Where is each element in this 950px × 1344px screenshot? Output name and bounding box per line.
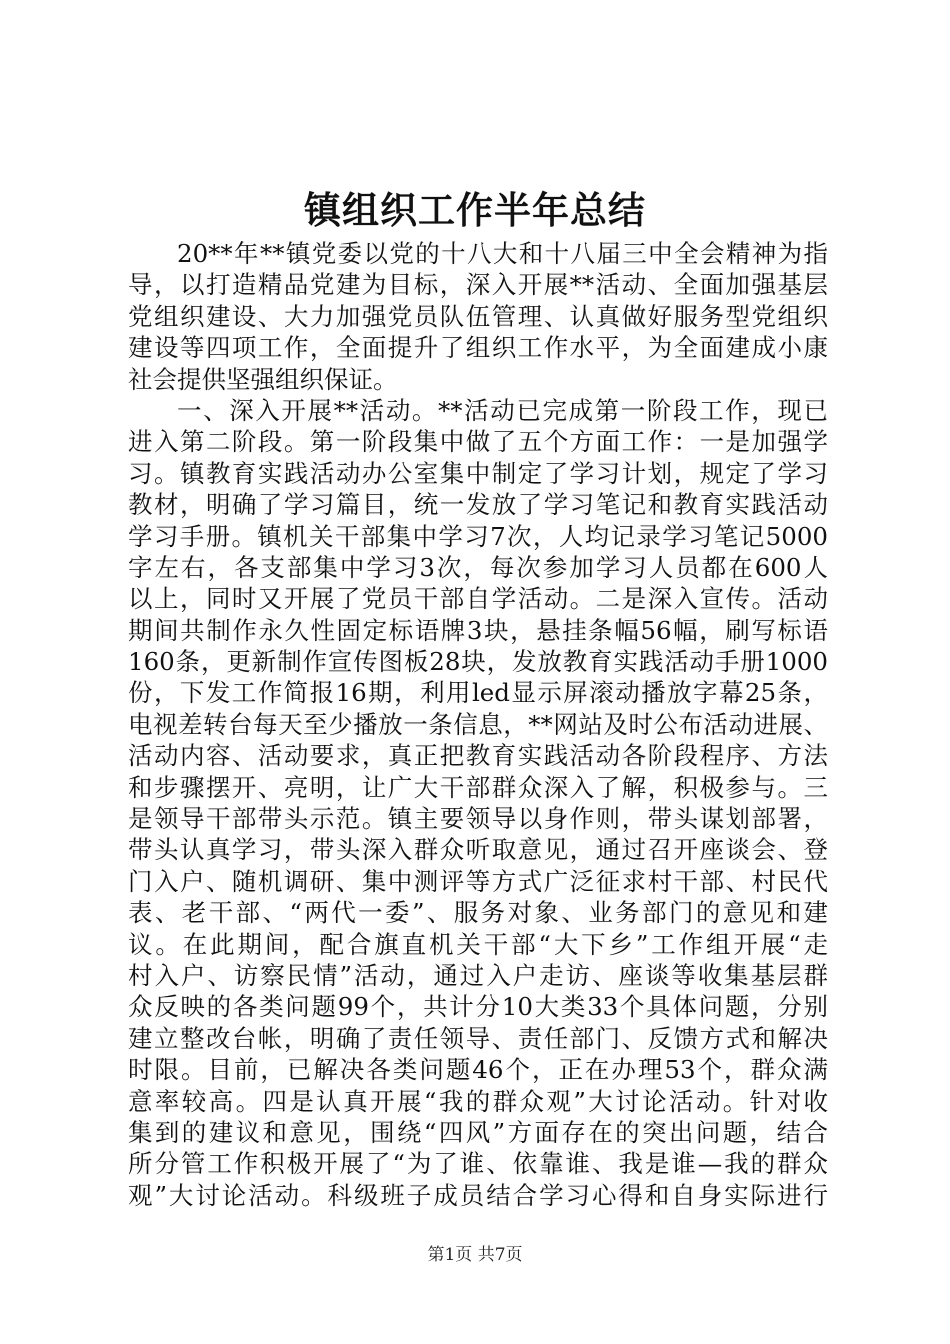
document-title: 镇组织工作半年总结 [304, 188, 646, 232]
paragraph-line: 导，以打造精品党建为目标，深入开展**活动、全面加强基层 [128, 270, 828, 300]
paragraph-line: 意率较高。四是认真开展“我的群众观”大讨论活动。针对收 [128, 1086, 828, 1116]
paragraph-line: 时限。目前，已解决各类问题46个，正在办理53个，群众满 [128, 1055, 828, 1085]
paragraph-line: 党组织建设、大力加强党员队伍管理、认真做好服务型党组织 [128, 301, 828, 331]
paragraph-line: 160条，更新制作宣传图板28块，发放教育实践活动手册1000 [128, 647, 828, 677]
paragraph-line: 门入户、随机调研、集中测评等方式广泛征求村干部、村民代 [128, 866, 828, 896]
paragraph-line: 表、老干部、“两代一委”、服务对象、业务部门的意见和建 [128, 898, 828, 928]
paragraph-line: 所分管工作积极开展了“为了谁、依靠谁、我是谁—我的群众 [128, 1149, 828, 1179]
paragraph-line: 字左右，各支部集中学习3次，每次参加学习人员都在600人 [128, 552, 828, 582]
paragraph-line: 进入第二阶段。第一阶段集中做了五个方面工作：一是加强学 [128, 427, 828, 457]
paragraph-line: 习。镇教育实践活动办公室集中制定了学习计划，规定了学习 [128, 458, 828, 488]
paragraph-line: 众反映的各类问题99个，共计分10大类33个具体问题，分别 [128, 992, 828, 1022]
paragraph-line: 期间共制作永久性固定标语牌3块，悬挂条幅56幅，刷写标语 [128, 615, 828, 645]
paragraph-line: 社会提供坚强组织保证。 [128, 364, 398, 394]
page-footer [0, 1243, 950, 1267]
paragraph-line: 和步骤摆开、亮明，让广大干部群众深入了解，积极参与。三 [128, 772, 828, 802]
paragraph-line: 是领导干部带头示范。镇主要领导以身作则，带头谋划部署， [128, 804, 828, 834]
paragraph-line: 村入户、访察民情”活动，通过入户走访、座谈等收集基层群 [128, 960, 828, 990]
paragraph-line: 一、深入开展**活动。**活动已完成第一阶段工作，现已 [177, 395, 828, 425]
page-indicator: 第1页 共7页 [427, 1245, 523, 1265]
paragraph-line: 学习手册。镇机关干部集中学习7次，人均记录学习笔记5000 [128, 521, 828, 551]
paragraph-line: 议。在此期间，配合旗直机关干部“大下乡”工作组开展“走 [128, 929, 828, 959]
paragraph-line: 观”大讨论活动。科级班子成员结合学习心得和自身实际进行 [128, 1180, 828, 1210]
paragraph-line: 建设等四项工作，全面提升了组织工作水平，为全面建成小康 [128, 333, 828, 363]
paragraph-line: 20**年**镇党委以党的十八大和十八届三中全会精神为指 [177, 239, 828, 268]
paragraph-line: 活动内容、活动要求，真正把教育实践活动各阶段程序、方法 [128, 741, 828, 771]
paragraph-line: 份，下发工作简报16期，利用led显示屏滚动播放字幕25条， [128, 678, 828, 708]
paragraph-line: 教材，明确了学习篇目，统一发放了学习笔记和教育实践活动 [128, 490, 828, 520]
paragraph-line: 集到的建议和意见，围绕“四风”方面存在的突出问题，结合 [128, 1117, 828, 1147]
paragraph-line: 带头认真学习，带头深入群众听取意见，通过召开座谈会、登 [128, 835, 828, 865]
document-body [128, 238, 828, 1211]
paragraph-line: 电视差转台每天至少播放一条信息，**网站及时公布活动进展、 [128, 709, 828, 739]
paragraph-line: 建立整改台帐，明确了责任领导、责任部门、反馈方式和解决 [128, 1023, 828, 1053]
paragraph-line: 以上，同时又开展了党员干部自学活动。二是深入宣传。活动 [128, 584, 828, 614]
